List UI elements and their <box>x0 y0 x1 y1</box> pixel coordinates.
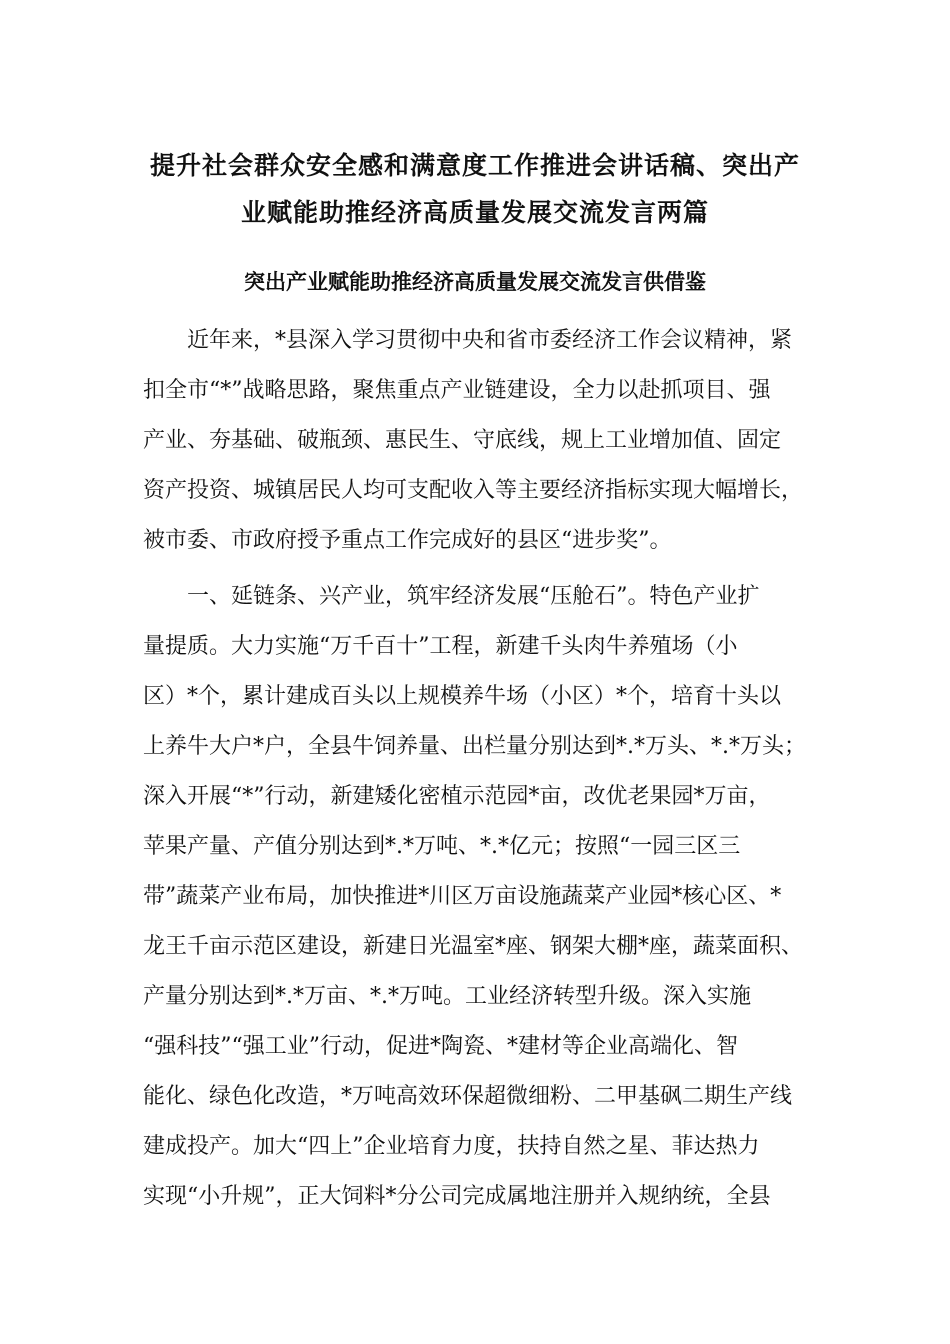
paragraph-line: 上养牛大户*户，全县牛饲养量、出栏量分别达到*.*万头、*.*万头； <box>143 734 806 759</box>
document-title <box>140 142 810 236</box>
paragraph-line: 深入开展“*”行动，新建矮化密植示范园*亩，改优老果园*万亩， <box>143 784 771 809</box>
document-subtitle: 突出产业赋能助推经济高质量发展交流发言供借鉴 <box>244 270 706 294</box>
paragraph-line: 带”蔬菜产业布局，加快推进*川区万亩设施蔬菜产业园*核心区、* <box>143 884 782 909</box>
paragraph-line: 能化、绿色化改造，*万吨高效环保超微细粉、二甲基砜二期生产线 <box>143 1084 793 1109</box>
paragraph-line: 苹果产量、产值分别达到*.*万吨、*.*亿元；按照“一园三区三 <box>143 834 741 859</box>
paragraph-line: 一、延链条、兴产业，筑牢经济发展“压舱石”。特色产业扩 <box>187 584 760 609</box>
paragraph-line: “强科技”“强工业”行动，促进*陶瓷、*建材等企业高端化、智 <box>143 1034 738 1059</box>
paragraph-section-one <box>143 572 823 1222</box>
paragraph-line: 建成投产。加大“四上”企业培育力度，扶持自然之星、菲达热力 <box>143 1134 760 1159</box>
paragraph-line: 产量分别达到*.*万亩、*.*万吨。工业经济转型升级。深入实施 <box>143 984 751 1009</box>
title-line-2: 业赋能助推经济高质量发展交流发言两篇 <box>240 198 709 227</box>
paragraph-line: 近年来，*县深入学习贯彻中央和省市委经济工作会议精神，紧 <box>187 328 793 353</box>
paragraph-line: 区）*个，累计建成百头以上规模养牛场（小区）*个，培育十头以 <box>143 684 782 709</box>
paragraph-line: 龙王千亩示范区建设，新建日光温室*座、钢架大棚*座，蔬菜面积、 <box>143 934 804 959</box>
paragraph-line: 资产投资、城镇居民人均可支配收入等主要经济指标实现大幅增长， <box>143 478 804 503</box>
title-line-1: 提升社会群众安全感和满意度工作推进会讲话稿、突出产 <box>149 151 800 180</box>
paragraph-line: 扣全市“*”战略思路，聚焦重点产业链建设，全力以赴抓项目、强 <box>143 378 771 403</box>
paragraph-intro <box>143 316 823 566</box>
paragraph-line: 产业、夯基础、破瓶颈、惠民生、守底线，规上工业增加值、固定 <box>143 428 782 453</box>
paragraph-line: 实现“小升规”，正大饲料*分公司完成属地注册并入规纳统，全县 <box>143 1184 771 1209</box>
paragraph-line: 量提质。大力实施“万千百十”工程，新建千头肉牛养殖场（小 <box>143 634 738 659</box>
paragraph-line: 被市委、市政府授予重点工作完成好的县区“进步奖”。 <box>143 528 672 553</box>
